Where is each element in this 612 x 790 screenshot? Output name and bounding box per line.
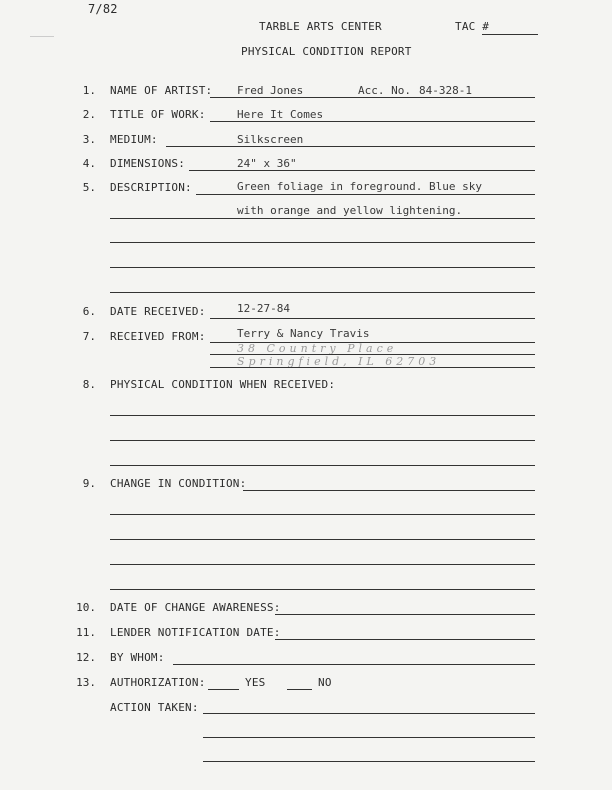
tac-number-field[interactable] xyxy=(482,34,538,35)
description-field-line-5[interactable] xyxy=(110,292,535,293)
received-from-address-line-2[interactable] xyxy=(210,367,535,368)
item-number: 11. xyxy=(76,626,96,639)
page-title: PHYSICAL CONDITION REPORT xyxy=(241,45,412,58)
date-received-value: 12-27-84 xyxy=(237,302,290,315)
action-taken-field-line-3[interactable] xyxy=(203,761,535,762)
item-number: 10. xyxy=(76,601,96,614)
action-taken-field-line-2[interactable] xyxy=(203,737,535,738)
label-artist-name: NAME OF ARTIST: xyxy=(110,84,213,97)
item-number: 1. xyxy=(82,84,96,97)
description-value-line-1: Green foliage in foreground. Blue sky xyxy=(237,180,483,193)
physical-condition-field-line-2[interactable] xyxy=(110,440,535,441)
authorization-yes-blank[interactable] xyxy=(208,689,239,690)
change-in-condition-field-line-5[interactable] xyxy=(110,589,535,590)
item-number: 7. xyxy=(82,330,96,343)
label-change-in-condition: CHANGE IN CONDITION: xyxy=(110,477,247,490)
label-medium: MEDIUM: xyxy=(110,133,158,146)
item-number: 3. xyxy=(82,133,96,146)
artist-name-value: Fred Jones xyxy=(237,84,304,97)
change-in-condition-field-line-1[interactable] xyxy=(243,490,535,491)
label-authorization: AUTHORIZATION: xyxy=(110,676,206,689)
handwritten-address-line-1: 38 Country Place xyxy=(237,342,398,355)
label-title-of-work: TITLE OF WORK: xyxy=(110,108,206,121)
date-received-field[interactable] xyxy=(210,318,535,319)
physical-condition-field-line-3[interactable] xyxy=(110,465,535,466)
lender-notification-date-field[interactable] xyxy=(275,639,535,640)
item-number: 6. xyxy=(82,305,96,318)
authorization-no-blank[interactable] xyxy=(287,689,312,690)
label-lender-notification-date: LENDER NOTIFICATION DATE: xyxy=(110,626,281,639)
item-number: 5. xyxy=(82,181,96,194)
action-taken-field-line-1[interactable] xyxy=(203,713,535,714)
artist-name-field[interactable] xyxy=(210,97,535,98)
received-from-value: Terry & Nancy Travis xyxy=(237,327,370,340)
label-action-taken: ACTION TAKEN: xyxy=(110,701,199,714)
dimensions-field[interactable] xyxy=(189,170,535,171)
dimensions-value: 24" x 36" xyxy=(237,157,297,170)
label-date-received: DATE RECEIVED: xyxy=(110,305,206,318)
title-of-work-value: Here It Comes xyxy=(237,108,324,121)
medium-field[interactable] xyxy=(166,146,535,147)
label-dimensions: DIMENSIONS: xyxy=(110,157,186,170)
item-number: 4. xyxy=(82,157,96,170)
label-physical-condition: PHYSICAL CONDITION WHEN RECEIVED: xyxy=(110,378,336,391)
organization-name: TARBLE ARTS CENTER xyxy=(259,20,382,33)
physical-condition-field-line-1[interactable] xyxy=(110,415,535,416)
description-field-line-3[interactable] xyxy=(110,242,535,243)
acc-no-value: 84-328-1 xyxy=(419,84,472,97)
description-field-line-1[interactable] xyxy=(196,194,535,195)
item-number: 9. xyxy=(82,477,96,490)
acc-no-label: Acc. No. xyxy=(358,84,411,97)
label-by-whom: BY WHOM: xyxy=(110,651,165,664)
title-of-work-field[interactable] xyxy=(210,121,535,122)
item-number: 2. xyxy=(82,108,96,121)
description-field-line-4[interactable] xyxy=(110,267,535,268)
item-number: 13. xyxy=(76,676,96,689)
description-value-line-2: with orange and yellow lightening. xyxy=(237,204,463,217)
medium-value: Silkscreen xyxy=(237,133,304,146)
label-date-of-change-awareness: DATE OF CHANGE AWARENESS: xyxy=(110,601,281,614)
item-number: 8. xyxy=(82,378,96,391)
label-received-from: RECEIVED FROM: xyxy=(110,330,206,343)
margin-mark xyxy=(30,36,54,37)
tac-number-label: TAC # xyxy=(455,20,490,33)
form-date-code: 7/82 xyxy=(88,2,118,16)
date-of-change-awareness-field[interactable] xyxy=(275,614,535,615)
handwritten-address-line-2: Springfield, IL 62703 xyxy=(237,355,441,368)
change-in-condition-field-line-3[interactable] xyxy=(110,539,535,540)
authorization-no-label: NO xyxy=(318,676,332,689)
description-field-line-2[interactable] xyxy=(110,218,535,219)
by-whom-field[interactable] xyxy=(173,664,535,665)
change-in-condition-field-line-2[interactable] xyxy=(110,514,535,515)
item-number: 12. xyxy=(76,651,96,664)
label-description: DESCRIPTION: xyxy=(110,181,192,194)
change-in-condition-field-line-4[interactable] xyxy=(110,564,535,565)
authorization-yes-label: YES xyxy=(245,676,266,689)
